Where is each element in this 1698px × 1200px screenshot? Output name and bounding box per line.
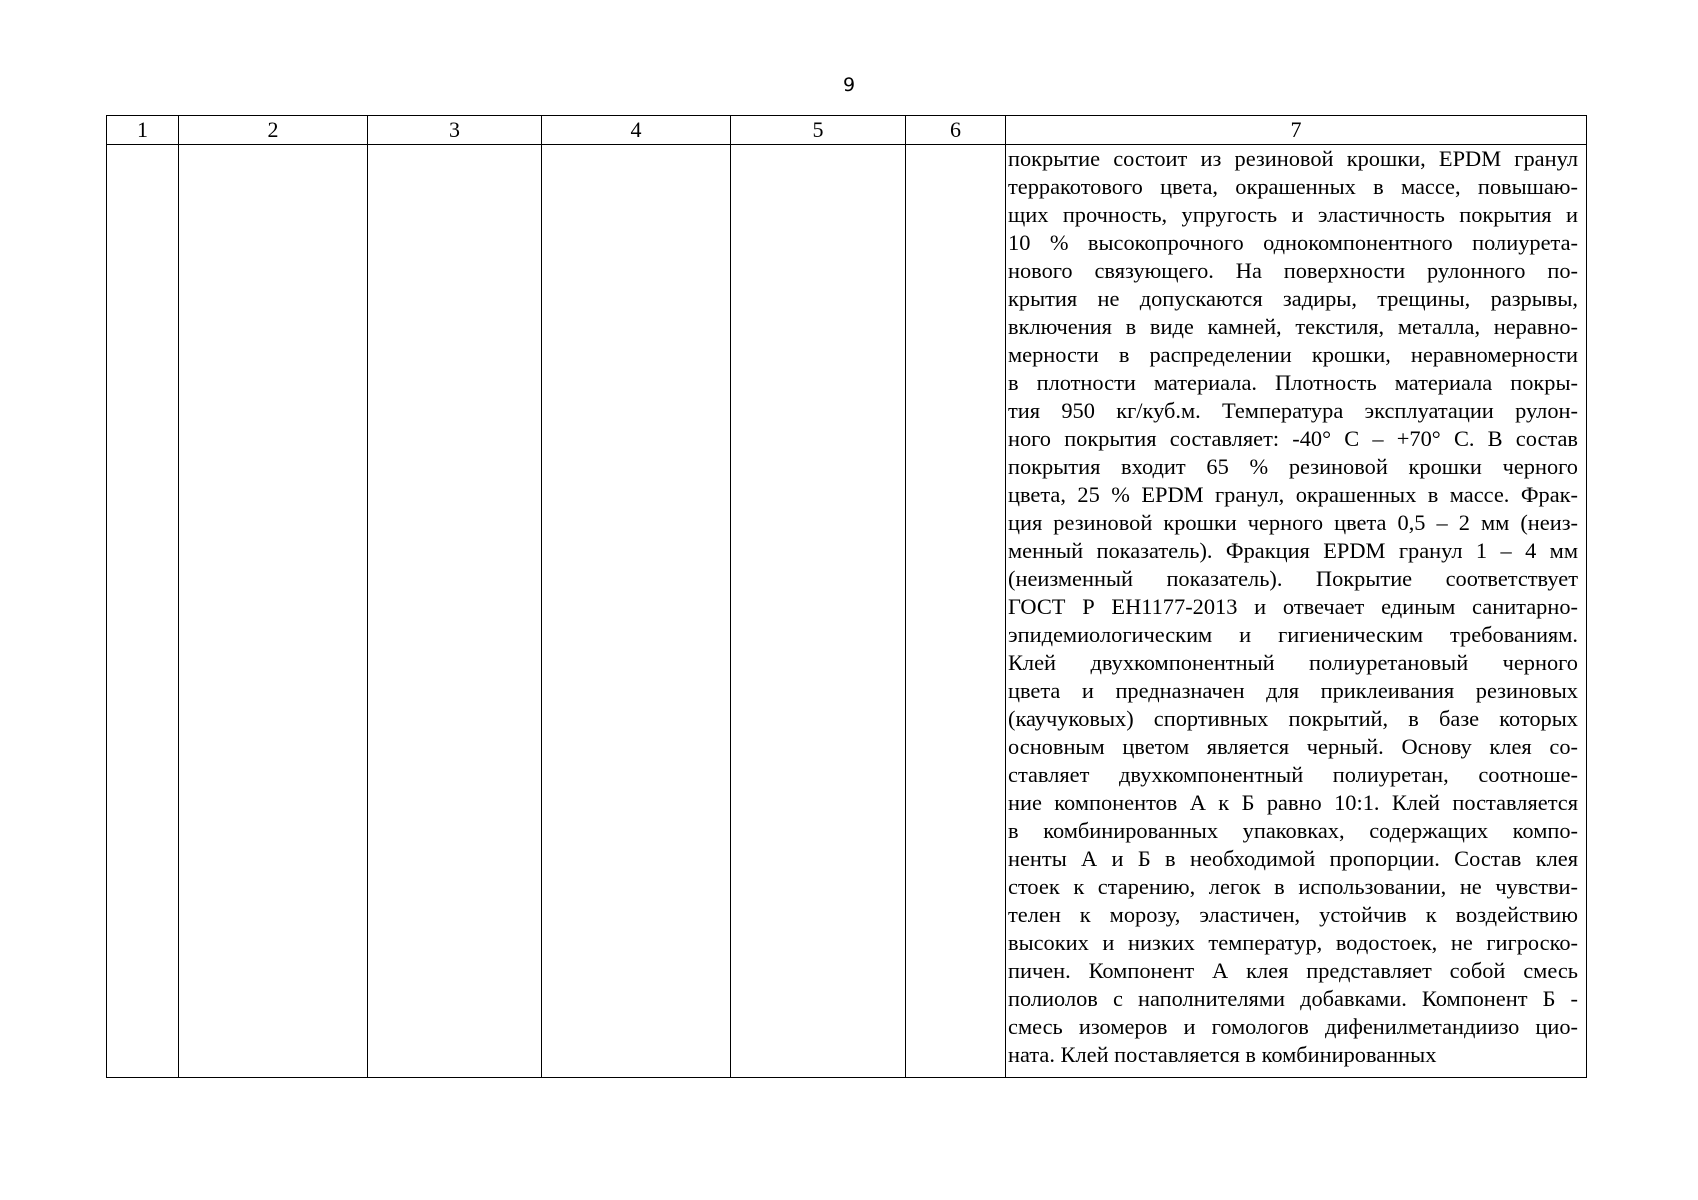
description-line: ного покрытия составляет: -40° С – +70° С. В состав <box>1008 426 1578 451</box>
description-line: ната. Клей поставляется в комбинированных <box>1008 1042 1437 1067</box>
description-line: тия 950 кг/куб.м. Температура эксплуатации рулон- <box>1008 398 1578 423</box>
page-number: 9 <box>842 74 856 96</box>
description-line: нового связующего. На поверхности рулонного по- <box>1008 258 1578 283</box>
description-line: ставляет двухкомпонентный полиуретан, соотноше- <box>1008 762 1578 787</box>
description-line: высоких и низких температур, водостоек, не гигроско- <box>1008 930 1578 955</box>
body-cell-2 <box>179 145 368 1078</box>
description-line: Клей двухкомпонентный полиуретановый черного <box>1008 650 1578 675</box>
description-line: покрытия входит 65 % резиновой крошки черного <box>1008 454 1578 479</box>
description-line: ненты А и Б в необходимой пропорции. Состав клея <box>1008 846 1578 871</box>
description-line: терракотового цвета, окрашенных в массе, повышаю- <box>1008 174 1578 199</box>
description-line: крытия не допускаются задиры, трещины, разрывы, <box>1008 286 1578 311</box>
description-line: ция резиновой крошки черного цвета 0,5 – 2 мм (неиз- <box>1008 510 1578 535</box>
description-line: цвета, 25 % EPDM гранул, окрашенных в массе. Фрак- <box>1008 482 1578 507</box>
description-line: менный показатель). Фракция EPDM гранул 1 – 4 мм <box>1008 538 1578 563</box>
description-line: полиолов с наполнителями добавками. Компонент Б - <box>1008 986 1578 1011</box>
description-line: пичен. Компонент А клея представляет собой смесь <box>1008 958 1578 983</box>
description-line: 10 % высокопрочного однокомпонентного полиурета- <box>1008 230 1578 255</box>
body-cell-3 <box>368 145 542 1078</box>
description-line: цвета и предназначен для приклеивания резиновых <box>1008 678 1578 703</box>
description-line: смесь изомеров и гомологов дифенилметандиизо цио- <box>1008 1014 1578 1039</box>
table-header-row <box>107 116 1587 145</box>
header-cell-2: 2 <box>179 116 368 145</box>
specification-table <box>106 115 1587 1078</box>
description-line: основным цветом является черный. Основу клея со- <box>1008 734 1578 759</box>
description-line: в комбинированных упаковках, содержащих компо- <box>1008 818 1578 843</box>
description-line: покрытие состоит из резиновой крошки, EPDM гранул <box>1008 146 1578 171</box>
body-cell-7-description <box>1006 145 1587 1078</box>
header-cell-5: 5 <box>731 116 906 145</box>
body-cell-5 <box>731 145 906 1078</box>
description-line: телен к морозу, эластичен, устойчив к воздействию <box>1008 902 1578 927</box>
body-cell-4 <box>542 145 731 1078</box>
description-line: в плотности материала. Плотность материала покры- <box>1008 370 1578 395</box>
description-line: включения в виде камней, текстиля, металла, неравно- <box>1008 314 1578 339</box>
header-cell-7: 7 <box>1006 116 1587 145</box>
description-line: мерности в распределении крошки, неравномерности <box>1008 342 1578 367</box>
description-line: (неизменный показатель). Покрытие соответствует <box>1008 566 1578 591</box>
description-line: щих прочность, упругость и эластичность покрытия и <box>1008 202 1578 227</box>
description-line: стоек к старению, легок в использовании, не чувстви- <box>1008 874 1578 899</box>
header-cell-1: 1 <box>107 116 179 145</box>
description-line: ГОСТ Р ЕН1177-2013 и отвечает единым санитарно- <box>1008 594 1578 619</box>
header-cell-3: 3 <box>368 116 542 145</box>
description-line: ние компонентов А к Б равно 10:1. Клей поставляется <box>1008 790 1578 815</box>
table-row <box>107 145 1587 1078</box>
header-cell-4: 4 <box>542 116 731 145</box>
description-text <box>1008 145 1578 1069</box>
body-cell-6 <box>906 145 1006 1078</box>
header-cell-6: 6 <box>906 116 1006 145</box>
description-line: эпидемиологическим и гигиеническим требованиям. <box>1008 622 1578 647</box>
body-cell-1 <box>107 145 179 1078</box>
description-line: (каучуковых) спортивных покрытий, в базе которых <box>1008 706 1578 731</box>
